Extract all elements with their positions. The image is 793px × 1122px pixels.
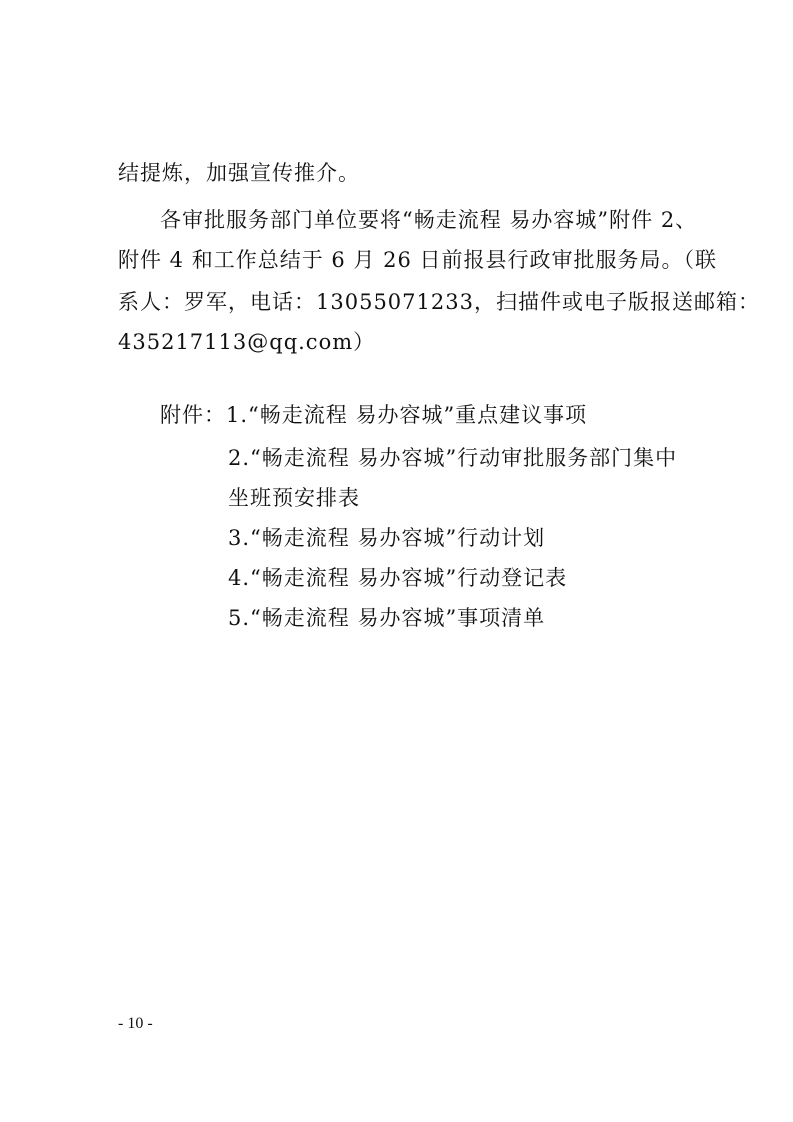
body-line-4: 系人：罗军，电话：13055071233，扫描件或电子版报送邮箱： — [118, 290, 760, 314]
attachment-line-5: 5.“畅走流程 易办容城”事项清单 — [228, 606, 546, 630]
attachment-line-2: 2.“畅走流程 易办容城”行动审批服务部门集中 — [228, 446, 678, 470]
body-line-2: 各审批服务部门单位要将“畅走流程 易办容城”附件 2、 — [160, 208, 698, 232]
attachment-line-2-cont: 坐班预安排表 — [228, 486, 360, 510]
attachment-line-1: 附件：1.“畅走流程 易办容城”重点建议事项 — [160, 403, 588, 427]
attachment-line-3: 3.“畅走流程 易办容城”行动计划 — [228, 526, 546, 550]
body-line-3: 附件 4 和工作总结于 6 月 26 日前报县行政审批服务局。（联 — [118, 248, 717, 272]
attachment-line-4: 4.“畅走流程 易办容城”行动登记表 — [228, 566, 568, 590]
body-line-5: 435217113@qq.com） — [118, 330, 376, 354]
body-line-1: 结提炼，加强宣传推介。 — [118, 161, 360, 185]
page-number: - 10 - — [118, 1015, 153, 1032]
